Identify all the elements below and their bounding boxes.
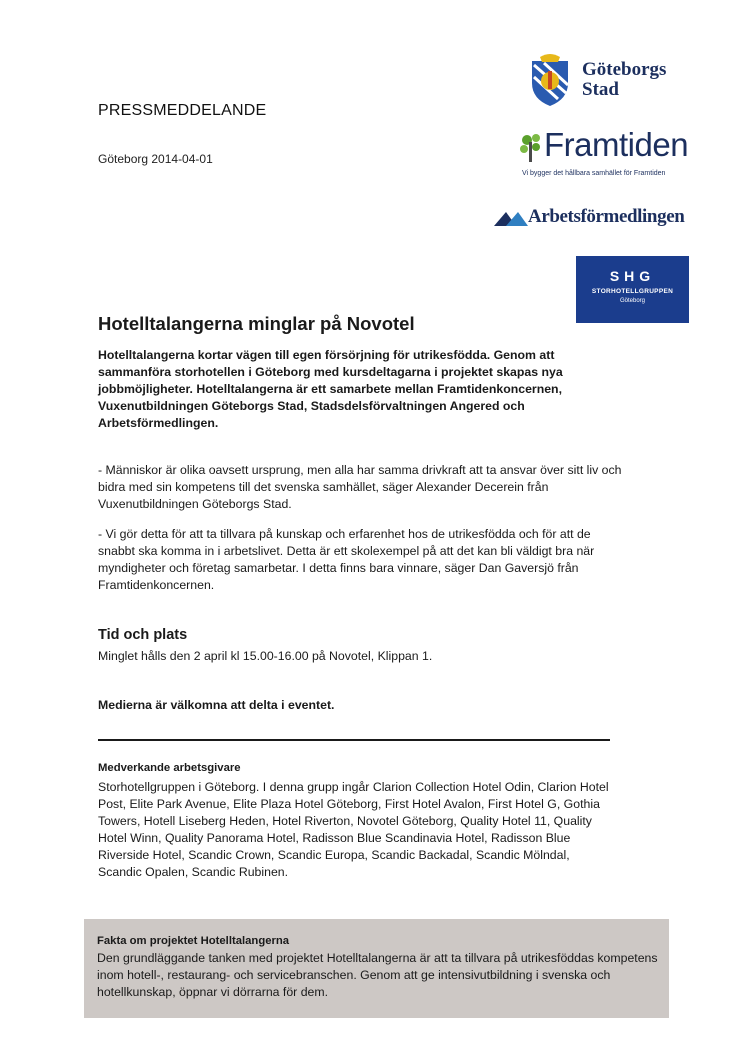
arbetsformedlingen-mark-icon [494,208,528,228]
quote-paragraph-2: - Vi gör detta för att ta tillvara på kunskap och erfarenhet hos de utrikesfödda och för att de snabbt ska komma in i arbetslivet. Detta är ett skolexempel på att det kan bli väldigt bra när myndigheter och företag samarbetar. I detta finns bara vinnare, säger Dan Gaversjö från Framtidenkoncernen. [98,527,595,592]
shg-letters: SHG [609,268,656,284]
press-label: PRESSMEDDELANDE [98,102,267,119]
article-lead: Hotelltalangerna kortar vägen till egen försörjning för utrikesfödda. Genom att sammanföra storhotellen i Göteborg med kursdeltagarna i projektet skapas nya jobbmöjligheter. Hotelltalangerna är ett samarbete mellan Framtidenkoncernen, Vuxenutbildningen Göteborgs Stad, Stadsdelsförvaltningen Angered och Arbetsförmedlingen. [98,348,563,430]
fakta-box [84,919,669,1018]
quote-paragraph-1: - Människor är olika oavsett ursprung, men alla har samma drivkraft att ta ansvar över sitt liv och bidra med sin kompetens till det svenska samhället, säger Alexander Decerein från Vuxenutbildningen Göteborgs Stad. [98,463,622,511]
framtiden-tree-icon [518,132,544,164]
goteborgs-stad-logo [524,51,689,107]
fakta-heading: Fakta om projektet Hotelltalangerna [97,935,290,947]
goteborg-name-line1: Göteborgs [582,59,667,80]
goteborg-name-line2: Stad [582,79,619,100]
framtiden-logo [516,128,692,186]
framtiden-tagline: Vi bygger det hållbara samhället för Framtiden [522,170,666,177]
shg-name: STORHOTELLGRUPPEN [591,288,674,295]
employers-text: Storhotellgruppen i Göteborg. I denna grupp ingår Clarion Collection Hotel Odin, Clarion Hotel Post, Elite Park Avenue, Elite Plaza Hotel Göteborg, First Hotel Avalon, First Hotel G, Gothia Towers, Hotell Liseberg Heden, Hotel Riverton, Novotel Göteborg, Quality Hotel 11, Quality Hotel Winn, Quality Panorama Hotel, Radisson Blue Scandinavia Hotel, Radisson Blue Riverside Hotel, Scandic Crown, Scandic Europa, Scandic Backadal, Scandic Mölndal, Scandic Opalen, Scandic Rubinen. [98,780,609,879]
arbetsformedlingen-logo [494,204,694,232]
fakta-text: Den grundläggande tanken med projektet Hotelltalangerna är att ta tillvara på utrikesföddas kompetens inom hotell-, restaurang- och servicebranschen. Genom att ge intensivutbildning i svenska och hotellkunskap, öppnar vi dörrarna för dem. [97,951,658,999]
goteborg-crest-icon [524,51,576,107]
arbetsformedlingen-name: Arbetsförmedlingen [528,206,685,227]
time-place-text: Minglet hålls den 2 april kl 15.00-16.00 på Novotel, Klippan 1. [98,649,433,663]
media-note: Medierna är välkomna att delta i eventet. [98,698,335,712]
dateline: Göteborg 2014-04-01 [98,152,213,166]
employers-heading: Medverkande arbetsgivare [98,762,241,774]
article-title: Hotelltalangerna minglar på Novotel [98,313,415,334]
section-divider [98,739,610,741]
shg-city: Göteborg [619,298,646,304]
time-place-heading: Tid och plats [98,627,188,643]
shg-logo [576,256,689,323]
framtiden-name: Framtiden [544,126,689,163]
